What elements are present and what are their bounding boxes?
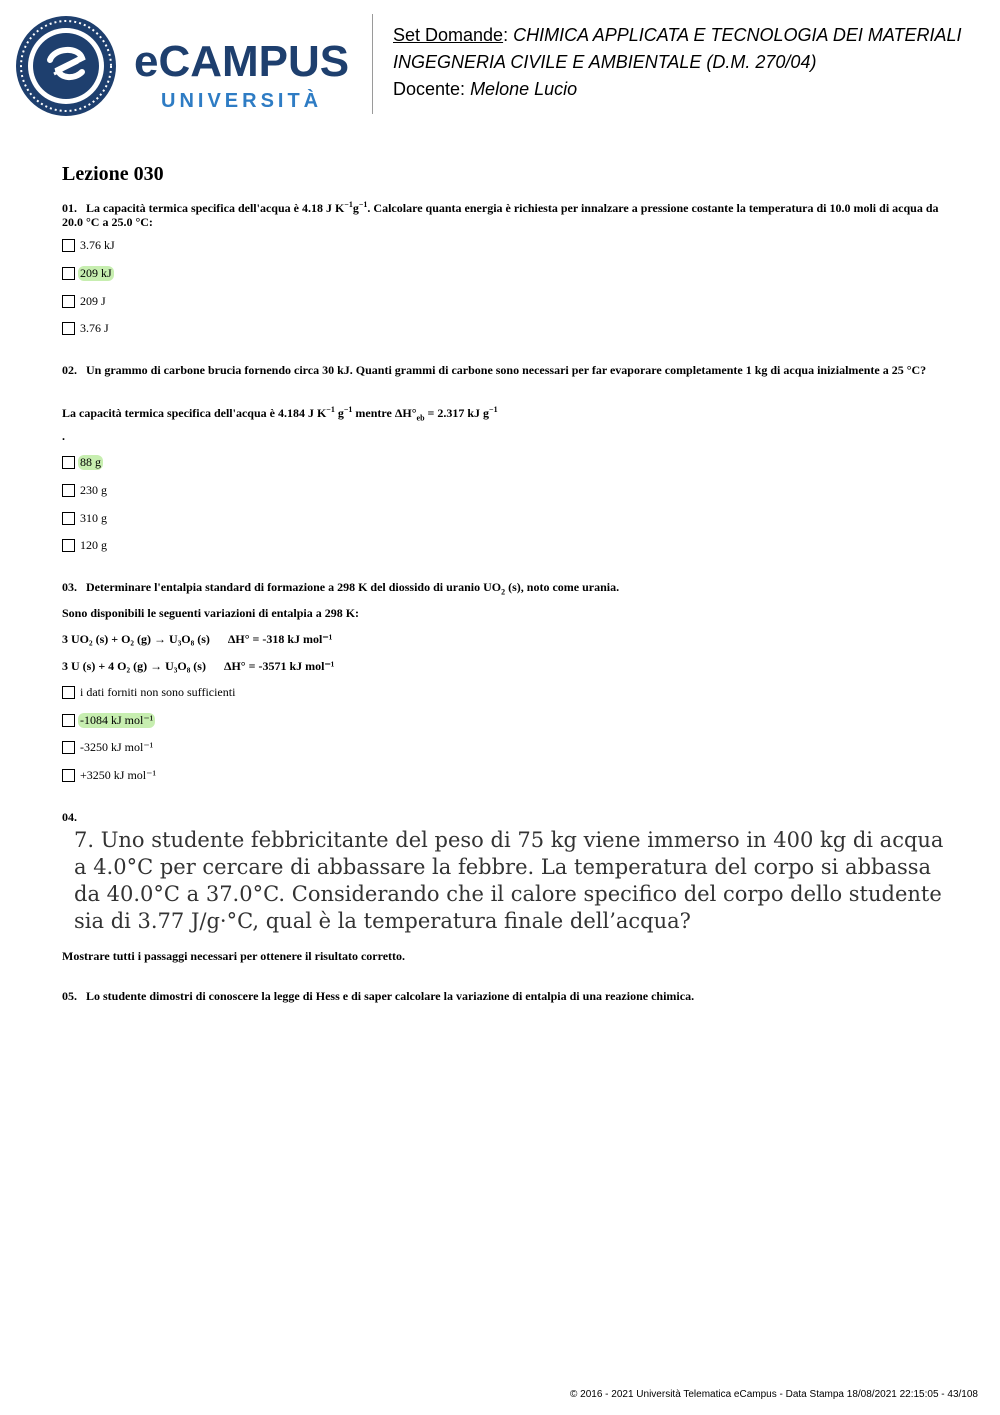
question-text: Determinare l'entalpia standard di formazione a 298 K del diossido di uranio UO (86, 580, 502, 594)
option[interactable] (62, 739, 155, 755)
option-label: 230 g (80, 482, 107, 497)
question-01 (62, 198, 942, 229)
option[interactable] (62, 510, 109, 526)
note-text: g (334, 406, 344, 420)
checkbox[interactable] (62, 741, 75, 754)
question-number: 03. (62, 580, 77, 594)
set-sep: : (503, 25, 509, 45)
sub: eb (416, 413, 425, 423)
question-text: g (352, 201, 359, 215)
question-text: (s), noto come urania. (505, 580, 620, 594)
question-04-note: Mostrare tutti i passaggi necessari per ottenere il risultato corretto. (62, 949, 406, 963)
question-02 (62, 363, 942, 377)
question-text: . Calcolare quanta energia è richiesta per innalzare a pressione costante la temperatura di 10.0 moli di acqua da 20.0 °C a 25.0 °C: (62, 201, 939, 229)
question-05 (62, 989, 942, 1003)
option-label: -3250 kJ mol⁻¹ (80, 739, 154, 754)
option-label: i dati forniti non sono sufficienti (80, 684, 236, 699)
option-label: 3.76 kJ (80, 237, 115, 252)
reaction-2: 3 U (s) + 4 O₂ (g) → U₃O₈ (s) ΔH° = -3571 kJ mol⁻¹ (62, 659, 335, 673)
docente-label: Docente: (393, 79, 466, 99)
option-label: 209 J (80, 293, 106, 308)
header-line-1 (393, 24, 962, 46)
logo-brand-text: eCAMPUS (134, 37, 350, 86)
checkbox[interactable] (62, 267, 75, 280)
question-text: Un grammo di carbone brucia fornendo circa 30 kJ. Quanti grammi di carbone sono necessari per far evaporare completamente 1 kg di acqua inizialmente a 25 °C? (86, 363, 927, 377)
sub: 2 (501, 587, 506, 597)
sup: −1 (343, 405, 353, 414)
note-text: La capacità termica specifica dell'acqua è 4.184 J K (62, 406, 327, 420)
header-divider (372, 14, 373, 114)
question-number: 05. (62, 989, 77, 1003)
checkbox[interactable] (62, 484, 75, 497)
checkbox[interactable] (62, 714, 75, 727)
option-label: 3.76 J (80, 320, 109, 335)
question-03-line2: Sono disponibili le seguenti variazioni di entalpia a 298 K: (62, 606, 360, 620)
question-text: La capacità termica specifica dell'acqua è 4.18 J K (86, 201, 345, 215)
question-02-dot: . (62, 429, 65, 443)
question-03 (62, 580, 942, 599)
question-04-number: 04. (62, 810, 77, 824)
checkbox[interactable] (62, 769, 75, 782)
set-label: Set Domande (393, 25, 504, 45)
ecampus-seal-icon (14, 14, 118, 118)
option[interactable] (62, 320, 111, 336)
option-correct[interactable] (62, 265, 114, 281)
note-text: = 2.317 kJ g (424, 406, 490, 420)
question-04-image-text: 7. Uno studente febbricitante del peso di 75 kg viene immerso in 400 kg di acqua a 4.0°C per cercare di abbassare la febbre. La temperatura del corpo si abbassa da 40.0°C a 37.0°C. Considerando che il calore specifico del corpo dello studente sia di 3.77 J/g·°C, qual è la temperatura finale dell’acqua? (74, 828, 944, 933)
sup: −1 (358, 200, 368, 209)
checkbox[interactable] (62, 295, 75, 308)
option[interactable] (62, 293, 108, 309)
sup: −1 (489, 405, 498, 414)
note-text: mentre ΔH° (352, 406, 417, 420)
checkbox[interactable] (62, 239, 75, 252)
ecampus-logo (14, 14, 359, 118)
option-label: +3250 kJ mol⁻¹ (80, 767, 157, 782)
question-text: Lo studente dimostri di conoscere la legge di Hess e di saper calcolare la variazione di entalpia di una reazione chimica. (86, 989, 695, 1003)
option[interactable] (62, 237, 117, 253)
page-footer: © 2016 - 2021 Università Telematica eCampus - Data Stampa 18/08/2021 22:15:05 - 43/108 (570, 1389, 978, 1400)
logo-sub-text: UNIVERSITÀ (161, 90, 323, 112)
option-label: 120 g (80, 537, 107, 552)
sup: −1 (344, 200, 353, 209)
reaction-1: 3 UO₂ (s) + O₂ (g) → U₃O₈ (s) ΔH° = -318 kJ mol⁻¹ (62, 632, 333, 646)
question-number: 01. (62, 201, 77, 215)
header-line-3 (393, 78, 577, 100)
option-label: 310 g (80, 510, 107, 525)
question-02-note (62, 403, 942, 425)
option[interactable] (62, 537, 109, 553)
checkbox[interactable] (62, 686, 75, 699)
sup: −1 (326, 405, 335, 414)
checkbox[interactable] (62, 456, 75, 469)
lesson-title: Lezione 030 (62, 163, 164, 185)
option-label: 88 g (80, 454, 101, 469)
option-label: 209 kJ (80, 265, 112, 280)
option[interactable] (62, 767, 158, 783)
course-title: CHIMICA APPLICATA E TECNOLOGIA DEI MATERIALI (513, 25, 962, 45)
question-number: 02. (62, 363, 77, 377)
docente-name: Melone Lucio (470, 79, 578, 99)
checkbox[interactable] (62, 539, 75, 552)
header-line-2 (393, 51, 816, 73)
option[interactable] (62, 482, 109, 498)
option-label: -1084 kJ mol⁻¹ (80, 712, 154, 727)
option-correct[interactable] (62, 712, 155, 728)
checkbox[interactable] (62, 512, 75, 525)
option-correct[interactable] (62, 454, 103, 470)
course-degree: INGEGNERIA CIVILE E AMBIENTALE (D.M. 270/04) (393, 52, 817, 72)
checkbox[interactable] (62, 322, 75, 335)
option[interactable] (62, 684, 237, 700)
